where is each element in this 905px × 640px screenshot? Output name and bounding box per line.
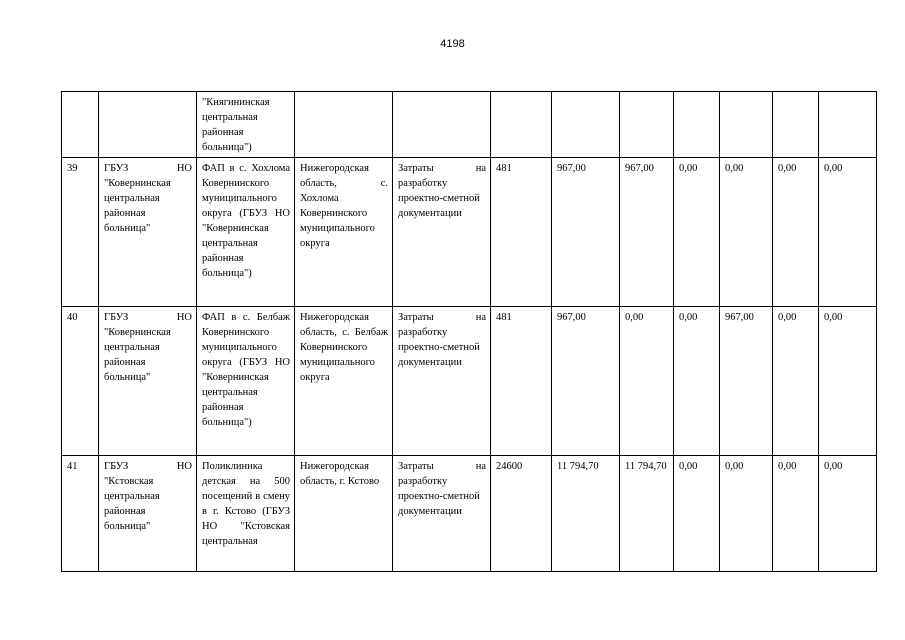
cell-year-4: 0,00 xyxy=(773,456,819,572)
cell-cost-type xyxy=(393,92,491,158)
cell-object: Поликлиника детская на 500 посещений в смену в г. Кстово (ГБУЗ НО "Кстовская центральная xyxy=(197,456,295,572)
cell-year-1: 0,00 xyxy=(620,307,674,456)
cell-year-3: 0,00 xyxy=(720,456,773,572)
cell-location: Нижегородская область, с. Хохлома Ковернинского муниципального округа xyxy=(295,158,393,307)
cell-location: Нижегородская область, с. Белбаж Ковернинского муниципального округа xyxy=(295,307,393,456)
cell-total: 11 794,70 xyxy=(552,456,620,572)
cell-cost-type: Затраты на разработку проектно-сметной документации xyxy=(393,456,491,572)
cell-total: 967,00 xyxy=(552,307,620,456)
cell-customer: ГБУЗ НО "Ковернинская центральная районная больница" xyxy=(99,158,197,307)
table-row xyxy=(62,456,877,572)
cell-code: 24600 xyxy=(491,456,552,572)
page-number: 4198 xyxy=(440,38,465,50)
cell-location xyxy=(295,92,393,158)
cell-total xyxy=(552,92,620,158)
cell-customer: ГБУЗ НО "Кстовская центральная районная больница" xyxy=(99,456,197,572)
cell-index: 41 xyxy=(62,456,99,572)
cell-index: 39 xyxy=(62,158,99,307)
cell-index xyxy=(62,92,99,158)
cell-year-1: 967,00 xyxy=(620,158,674,307)
cell-year-2: 0,00 xyxy=(674,456,720,572)
cell-total: 967,00 xyxy=(552,158,620,307)
cell-year-5: 0,00 xyxy=(819,158,877,307)
cell-code: 481 xyxy=(491,158,552,307)
table-row xyxy=(62,307,877,456)
cell-location: Нижегородская область, г. Кстово xyxy=(295,456,393,572)
cell-year-1: 11 794,70 xyxy=(620,456,674,572)
cell-year-3: 0,00 xyxy=(720,158,773,307)
cell-year-2 xyxy=(674,92,720,158)
cell-year-4: 0,00 xyxy=(773,307,819,456)
cell-year-2: 0,00 xyxy=(674,158,720,307)
cell-year-4: 0,00 xyxy=(773,158,819,307)
cell-code xyxy=(491,92,552,158)
cell-year-2: 0,00 xyxy=(674,307,720,456)
cell-customer xyxy=(99,92,197,158)
cell-year-3: 967,00 xyxy=(720,307,773,456)
cell-cost-type: Затраты на разработку проектно-сметной документации xyxy=(393,307,491,456)
cell-year-5: 0,00 xyxy=(819,307,877,456)
cell-year-1 xyxy=(620,92,674,158)
cell-code: 481 xyxy=(491,307,552,456)
table-row xyxy=(62,92,877,158)
cell-object: "Княгининская центральная районная больница") xyxy=(197,92,295,158)
cell-year-5 xyxy=(819,92,877,158)
data-table xyxy=(61,91,877,572)
cell-index: 40 xyxy=(62,307,99,456)
cell-customer: ГБУЗ НО "Ковернинская центральная районная больница" xyxy=(99,307,197,456)
cell-object: ФАП в с. Хохлома Ковернинского муниципального округа (ГБУЗ НО "Ковернинская центральная районная больница") xyxy=(197,158,295,307)
cell-year-3 xyxy=(720,92,773,158)
cell-year-5: 0,00 xyxy=(819,456,877,572)
cell-year-4 xyxy=(773,92,819,158)
cell-cost-type: Затраты на разработку проектно-сметной документации xyxy=(393,158,491,307)
cell-object: ФАП в с. Белбаж Ковернинского муниципального округа (ГБУЗ НО "Ковернинская центральная районная больница") xyxy=(197,307,295,456)
table-row xyxy=(62,158,877,307)
